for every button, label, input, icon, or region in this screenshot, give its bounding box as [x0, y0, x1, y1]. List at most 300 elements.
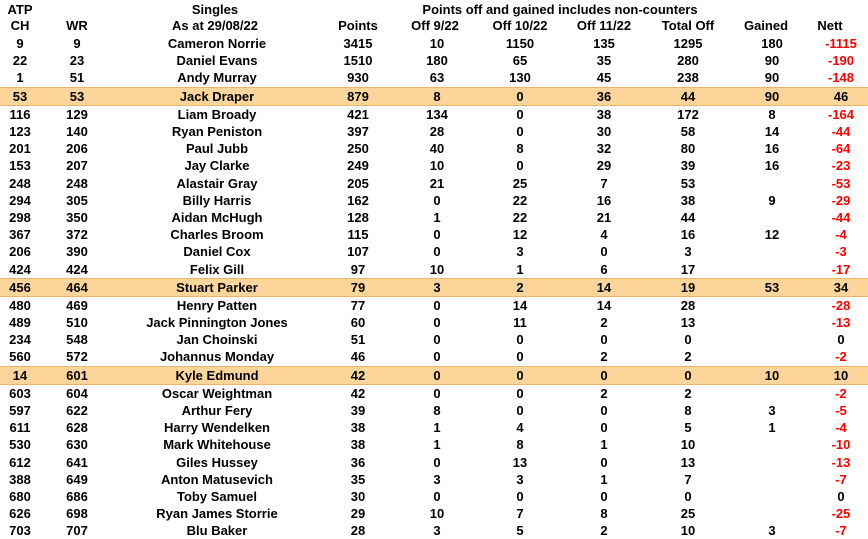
cell-name: Aidan McHugh [171, 209, 263, 225]
cell-nett: -4 [835, 420, 847, 436]
cell-nett: -190 [827, 53, 855, 69]
cell-points: 249 [347, 158, 369, 174]
cell-nett: 34 [814, 278, 868, 296]
cell-off10: 130 [509, 70, 531, 86]
cell-ch: 612 [9, 454, 31, 470]
cell-off11: 16 [596, 192, 612, 208]
cell-name: Ryan James Storrie [156, 506, 278, 522]
cell-ch: 298 [9, 209, 31, 225]
cell-off10: 0 [516, 158, 524, 174]
cell-off10: 0 [478, 87, 562, 105]
cell-off9: 0 [433, 349, 441, 365]
cell-off11: 2 [600, 523, 608, 539]
cell-wr: 248 [66, 175, 88, 191]
cell-off11: 29 [596, 158, 612, 174]
cell-total: 80 [680, 141, 696, 157]
cell-ch: 424 [9, 261, 31, 277]
cell-off11: 32 [596, 141, 612, 157]
cell-total: 13 [680, 454, 696, 470]
cell-wr: 53 [40, 87, 114, 105]
cell-wr: 390 [66, 244, 88, 260]
cell-name: Oscar Weightman [161, 385, 273, 401]
cell-ch: 123 [9, 124, 31, 140]
cell-wr: 9 [73, 36, 81, 52]
table-row [0, 454, 868, 471]
cell-nett: 0 [837, 332, 845, 348]
cell-gained: 180 [761, 36, 783, 52]
cell-points: 39 [350, 403, 366, 419]
cell-total: 2 [684, 349, 692, 365]
cell-off9: 0 [433, 315, 441, 331]
table-row [0, 505, 868, 522]
cell-off9: 10 [429, 261, 445, 277]
cell-off10: 1150 [505, 36, 535, 52]
cell-total: 0 [684, 332, 692, 348]
cell-off10: 0 [516, 403, 524, 419]
cell-points: 38 [350, 437, 366, 453]
cell-total: 280 [677, 53, 699, 69]
table-row [0, 296, 868, 314]
table-row [0, 314, 868, 331]
cell-off10: 0 [516, 385, 524, 401]
table-row [0, 384, 868, 402]
cell-off11: 1 [600, 471, 608, 487]
cell-gained: 16 [764, 141, 780, 157]
cell-total: 39 [680, 158, 696, 174]
cell-off9: 10 [429, 36, 445, 52]
cell-points: 879 [320, 87, 396, 105]
cell-nett: -3 [835, 244, 847, 260]
cell-wr: 140 [66, 124, 88, 140]
cell-points: 42 [350, 385, 366, 401]
cell-wr: 649 [66, 471, 88, 487]
cell-off10: 22 [512, 209, 528, 225]
cell-ch: 611 [9, 420, 31, 436]
cell-points: 46 [350, 349, 366, 365]
cell-gained: 1 [768, 420, 776, 436]
cell-off9: 1 [433, 437, 441, 453]
cell-wr: 686 [66, 488, 88, 504]
cell-nett: 10 [814, 366, 868, 384]
cell-off10: 0 [516, 124, 524, 140]
cell-gained: 90 [764, 53, 780, 69]
cell-wr: 206 [66, 141, 88, 157]
cell-name: Daniel Cox [183, 244, 251, 260]
cell-name: Charles Broom [170, 227, 264, 243]
cell-points: 250 [347, 141, 369, 157]
cell-points: 36 [350, 454, 366, 470]
cell-ch: 367 [9, 227, 31, 243]
cell-total: 38 [680, 192, 696, 208]
cell-nett: -53 [831, 175, 851, 191]
cell-off11: 0 [600, 244, 608, 260]
cell-name: Alastair Gray [176, 175, 258, 191]
cell-name: Liam Broady [177, 106, 257, 122]
cell-off10: 25 [512, 175, 528, 191]
cell-gained [730, 471, 814, 488]
cell-total: 44 [680, 209, 696, 225]
header-points: Points [338, 18, 378, 33]
cell-nett: -28 [831, 297, 851, 313]
cell-ch: 201 [9, 141, 31, 157]
cell-nett: -44 [831, 124, 851, 140]
cell-ch: 626 [9, 506, 31, 522]
cell-points: 42 [320, 366, 396, 384]
header-asat: As at 29/08/22 [171, 18, 258, 33]
cell-total: 8 [684, 403, 692, 419]
cell-off11: 0 [600, 403, 608, 419]
cell-off9: 21 [429, 175, 445, 191]
header-off-1022: Off 10/22 [492, 18, 548, 33]
table-row [0, 35, 868, 52]
cell-points: 51 [350, 332, 366, 348]
cell-ch: 9 [16, 36, 24, 52]
cell-gained: 9 [768, 192, 776, 208]
cell-off9: 3 [433, 523, 441, 539]
cell-off11: 2 [600, 315, 608, 331]
cell-nett: -44 [831, 209, 851, 225]
cell-wr: 350 [66, 209, 88, 225]
cell-name: Jan Choinski [176, 332, 258, 348]
cell-off9: 10 [429, 506, 445, 522]
header-wr: WR [66, 18, 88, 33]
cell-gained [730, 384, 814, 402]
cell-wr: 548 [66, 332, 88, 348]
cell-gained [730, 296, 814, 314]
cell-points: 930 [347, 70, 369, 86]
table-row [0, 123, 868, 140]
cell-off9: 0 [433, 488, 441, 504]
header-singles: Singles [191, 2, 239, 17]
cell-nett: -4 [835, 227, 847, 243]
cell-off10: 0 [516, 106, 524, 122]
cell-off11: 14 [596, 297, 612, 313]
cell-ch: 53 [0, 87, 40, 105]
cell-nett: -5 [835, 403, 847, 419]
cell-off11: 0 [600, 454, 608, 470]
cell-points: 29 [350, 506, 366, 522]
cell-gained [730, 436, 814, 453]
cell-off11: 2 [600, 385, 608, 401]
cell-gained: 3 [768, 523, 776, 539]
cell-total: 58 [680, 124, 696, 140]
cell-nett: -29 [831, 192, 851, 208]
cell-wr: 469 [66, 297, 88, 313]
table-row [0, 260, 868, 278]
cell-ch: 22 [12, 53, 28, 69]
header-gained: Gained [743, 18, 789, 33]
cell-off9: 0 [433, 385, 441, 401]
table-body [0, 35, 868, 539]
table-row [0, 243, 868, 260]
cell-name: Billy Harris [182, 192, 252, 208]
table-row [0, 522, 868, 539]
cell-ch: 603 [9, 385, 31, 401]
cell-points: 128 [347, 209, 369, 225]
cell-points: 421 [347, 106, 369, 122]
cell-gained: 12 [764, 227, 780, 243]
cell-off11: 8 [600, 506, 608, 522]
cell-wr: 51 [69, 70, 85, 86]
cell-gained: 90 [730, 87, 814, 105]
cell-points: 3415 [343, 36, 373, 52]
cell-gained: 90 [764, 70, 780, 86]
cell-gained [730, 505, 814, 522]
cell-total: 2 [684, 385, 692, 401]
cell-nett: -64 [831, 141, 851, 157]
table-row [0, 87, 868, 105]
cell-nett: -2 [835, 385, 847, 401]
cell-wr: 628 [66, 420, 88, 436]
cell-points: 30 [350, 488, 366, 504]
cell-ch: 456 [0, 278, 40, 296]
cell-name: Daniel Evans [176, 53, 258, 69]
cell-total: 19 [646, 278, 730, 296]
cell-wr: 207 [66, 158, 88, 174]
table-row [0, 278, 868, 296]
cell-gained: 14 [764, 124, 780, 140]
cell-name: Arthur Fery [181, 403, 253, 419]
table-row [0, 192, 868, 209]
table-row [0, 348, 868, 366]
table-row [0, 366, 868, 384]
cell-name: Jack Pinnington Jones [146, 315, 288, 331]
cell-gained [730, 331, 814, 348]
cell-total: 0 [646, 366, 730, 384]
header-off-922: Off 9/22 [411, 18, 459, 33]
cell-points: 205 [347, 175, 369, 191]
cell-off11: 6 [600, 261, 608, 277]
cell-wr: 641 [66, 454, 88, 470]
cell-wr: 464 [40, 278, 114, 296]
cell-points: 397 [347, 124, 369, 140]
cell-ch: 388 [9, 471, 31, 487]
cell-gained [730, 243, 814, 260]
cell-ch: 234 [9, 332, 31, 348]
cell-name: Stuart Parker [114, 278, 320, 296]
cell-points: 97 [350, 261, 366, 277]
cell-off9: 180 [426, 53, 448, 69]
cell-off11: 4 [600, 227, 608, 243]
cell-total: 5 [684, 420, 692, 436]
cell-off10: 1 [516, 261, 524, 277]
cell-off10: 8 [516, 437, 524, 453]
cell-nett: -7 [835, 523, 847, 539]
cell-points: 28 [350, 523, 366, 539]
cell-name: Felix Gill [189, 261, 245, 277]
cell-nett: -148 [827, 70, 855, 86]
cell-wr: 510 [66, 315, 88, 331]
cell-off10: 5 [516, 523, 524, 539]
cell-nett: -13 [831, 454, 851, 470]
cell-ch: 480 [9, 297, 31, 313]
cell-off10: 0 [516, 349, 524, 365]
cell-gained: 10 [730, 366, 814, 384]
cell-total: 7 [684, 471, 692, 487]
cell-off9: 0 [433, 332, 441, 348]
table-row [0, 105, 868, 123]
cell-ch: 597 [9, 403, 31, 419]
cell-off9: 0 [433, 454, 441, 470]
cell-name: Jay Clarke [184, 158, 250, 174]
table-row [0, 175, 868, 192]
cell-total: 28 [680, 297, 696, 313]
cell-total: 3 [684, 244, 692, 260]
cell-gained [730, 488, 814, 505]
cell-off10: 13 [512, 454, 528, 470]
header-total-off: Total Off [661, 18, 715, 33]
cell-name: Ryan Peniston [171, 124, 263, 140]
cell-off10: 3 [516, 244, 524, 260]
cell-off11: 30 [596, 124, 612, 140]
cell-off10: 14 [512, 297, 528, 313]
cell-ch: 489 [9, 315, 31, 331]
cell-off10: 12 [512, 227, 528, 243]
cell-nett: -13 [831, 315, 851, 331]
cell-nett: -17 [831, 261, 851, 277]
cell-name: Jack Draper [114, 87, 320, 105]
cell-ch: 560 [9, 349, 31, 365]
cell-off11: 14 [562, 278, 646, 296]
cell-ch: 1 [16, 70, 24, 86]
cell-points: 115 [347, 227, 369, 243]
cell-gained [730, 260, 814, 278]
cell-nett: -1115 [825, 36, 857, 52]
cell-off9: 0 [433, 192, 441, 208]
cell-off9: 28 [429, 124, 445, 140]
cell-points: 60 [350, 315, 366, 331]
table-row [0, 209, 868, 226]
cell-points: 162 [347, 192, 369, 208]
cell-off11: 135 [593, 36, 615, 52]
cell-off9: 3 [396, 278, 478, 296]
cell-nett: 0 [837, 488, 845, 504]
cell-points: 107 [347, 244, 369, 260]
cell-nett: -2 [835, 349, 847, 365]
cell-off10: 3 [516, 471, 524, 487]
cell-total: 17 [680, 261, 696, 277]
cell-points: 38 [350, 420, 366, 436]
cell-ch: 703 [9, 523, 31, 539]
table-row [0, 436, 868, 453]
cell-off9: 0 [433, 227, 441, 243]
cell-wr: 129 [66, 106, 88, 122]
cell-wr: 622 [66, 403, 88, 419]
cell-gained [730, 314, 814, 331]
table-row [0, 52, 868, 69]
cell-points: 77 [350, 297, 366, 313]
cell-gained [730, 454, 814, 471]
cell-off10: 0 [516, 332, 524, 348]
cell-name: Andy Murray [177, 70, 257, 86]
cell-off10: 0 [516, 488, 524, 504]
cell-gained [730, 175, 814, 192]
cell-name: Kyle Edmund [114, 366, 320, 384]
cell-points: 35 [350, 471, 366, 487]
cell-total: 44 [646, 87, 730, 105]
cell-total: 10 [680, 437, 696, 453]
cell-total: 25 [680, 506, 696, 522]
cell-off11: 2 [600, 349, 608, 365]
cell-ch: 294 [9, 192, 31, 208]
cell-name: Mark Whitehouse [163, 437, 271, 453]
cell-wr: 604 [66, 385, 88, 401]
cell-wr: 23 [69, 53, 85, 69]
cell-off10: 65 [512, 53, 528, 69]
cell-ch: 206 [9, 244, 31, 260]
cell-off9: 1 [433, 420, 441, 436]
cell-wr: 424 [66, 261, 88, 277]
header-nett: Nett [817, 18, 843, 33]
cell-nett: -164 [827, 106, 855, 122]
rankings-table [0, 35, 868, 539]
cell-off11: 35 [596, 53, 612, 69]
cell-off9: 8 [396, 87, 478, 105]
cell-off11: 38 [596, 106, 612, 122]
cell-name: Blu Baker [186, 523, 248, 539]
cell-gained [730, 209, 814, 226]
cell-ch: 153 [9, 158, 31, 174]
cell-off9: 8 [433, 403, 441, 419]
cell-nett: -7 [835, 471, 847, 487]
cell-off11: 0 [600, 332, 608, 348]
table-row [0, 471, 868, 488]
cell-name: Henry Patten [176, 297, 258, 313]
cell-total: 13 [680, 315, 696, 331]
cell-wr: 698 [66, 506, 88, 522]
cell-off9: 40 [429, 141, 445, 157]
cell-gained: 16 [764, 158, 780, 174]
header-ch: CH [10, 18, 30, 33]
cell-total: 238 [677, 70, 699, 86]
cell-off11: 0 [600, 488, 608, 504]
table-row [0, 402, 868, 419]
cell-off9: 0 [396, 366, 478, 384]
cell-off11: 1 [600, 437, 608, 453]
cell-off11: 0 [600, 420, 608, 436]
cell-off9: 0 [433, 244, 441, 260]
cell-off9: 3 [433, 471, 441, 487]
cell-name: Cameron Norrie [167, 36, 267, 52]
cell-total: 16 [680, 227, 696, 243]
cell-gained: 53 [730, 278, 814, 296]
cell-wr: 630 [66, 437, 88, 453]
header-atp: ATP [7, 2, 33, 17]
cell-points: 79 [320, 278, 396, 296]
cell-ch: 116 [9, 106, 31, 122]
table-row [0, 140, 868, 157]
cell-off10: 11 [513, 315, 527, 331]
cell-off11: 0 [562, 366, 646, 384]
cell-nett: -23 [831, 158, 851, 174]
cell-off10: 4 [516, 420, 524, 436]
table-row [0, 331, 868, 348]
cell-ch: 680 [9, 488, 31, 504]
table-row [0, 419, 868, 436]
cell-off9: 1 [433, 209, 441, 225]
cell-total: 10 [680, 523, 696, 539]
cell-total: 53 [680, 175, 696, 191]
cell-off10: 0 [478, 366, 562, 384]
cell-off11: 45 [596, 70, 612, 86]
cell-total: 1295 [673, 36, 703, 52]
cell-off10: 22 [512, 192, 528, 208]
cell-name: Toby Samuel [177, 488, 257, 504]
cell-name: Paul Jubb [185, 141, 249, 157]
cell-off9: 10 [429, 158, 445, 174]
cell-off11: 7 [600, 175, 608, 191]
table-row [0, 157, 868, 174]
